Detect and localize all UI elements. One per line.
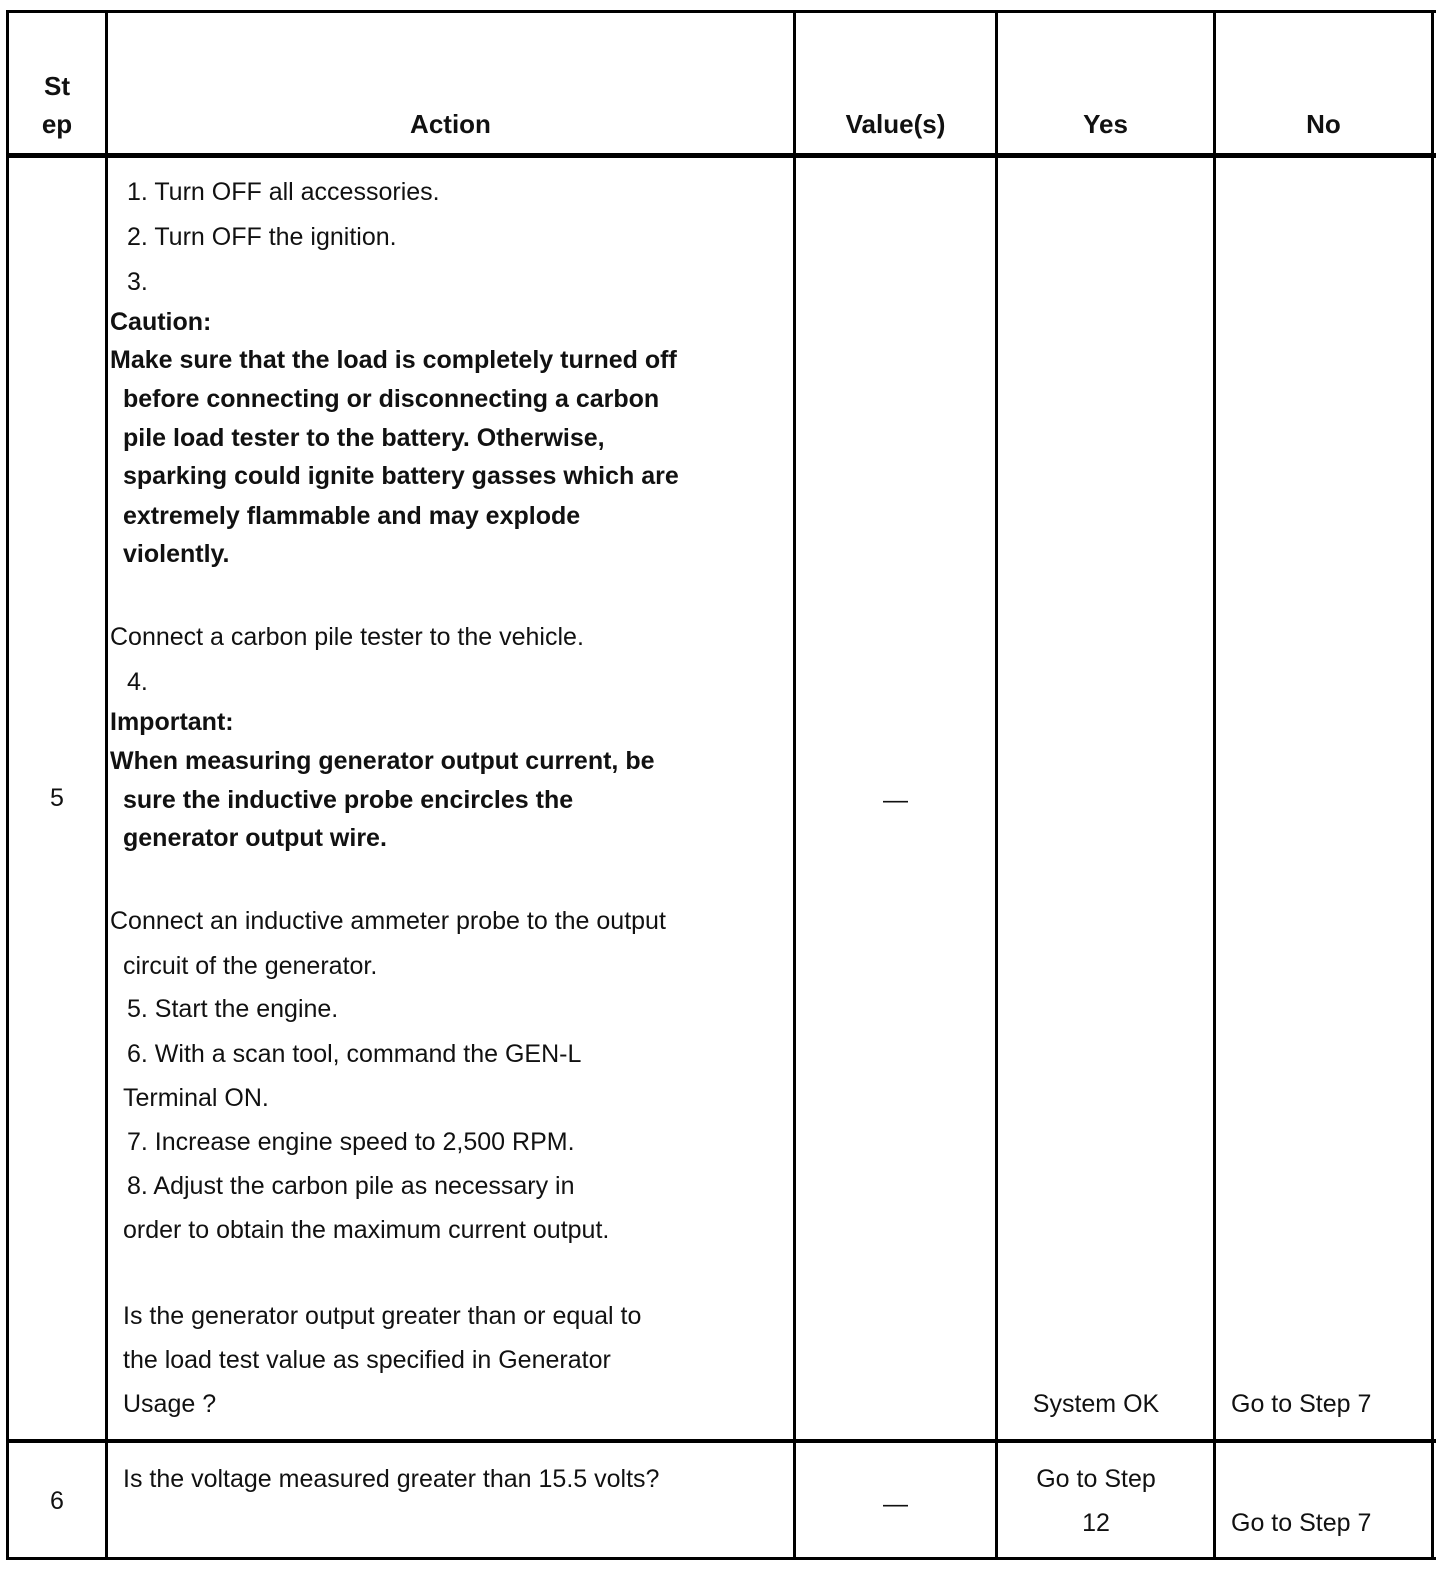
right-border [1431,10,1434,1560]
yes-cell: System OK [1032,1390,1160,1418]
action-cell: Is the voltage measured greater than 15.5 volts? [123,1465,660,1493]
header-yes: Yes [1083,109,1128,139]
question-line: Is the generator output greater than or equal to [123,1302,642,1330]
action-line: 4. [127,668,148,696]
value-cell: — [883,1490,908,1518]
action-line: 6. With a scan tool, command the GEN-L [127,1040,582,1068]
header-step-line1: St [44,71,70,101]
header-divider [6,153,1436,158]
col-divider-step [105,10,108,1560]
yes-cell-line2: 12 [1082,1509,1110,1537]
header-values: Value(s) [845,109,946,139]
caution-text: extremely flammable and may explode [123,502,581,530]
action-line: circuit of the generator. [123,952,378,980]
action-line: 8. Adjust the carbon pile as necessary in [127,1172,575,1200]
caution-title: Caution: [110,308,212,336]
action-line: 7. Increase engine speed to 2,500 RPM. [127,1128,575,1156]
header-no: No [1306,109,1341,139]
no-cell: Go to Step 7 [1231,1509,1372,1537]
important-text: generator output wire. [123,824,387,852]
bottom-border [6,1557,1436,1560]
action-line: 2. Turn OFF the ignition. [127,223,397,251]
question-line: Usage ? [123,1390,217,1418]
action-line: Connect an inductive ammeter probe to the output [110,907,666,935]
header-action: Action [410,109,491,139]
row-divider [6,1439,1436,1443]
header-step-line2: ep [41,109,73,139]
action-line: 5. Start the engine. [127,995,339,1023]
caution-text: violently. [123,540,230,568]
caution-text: sparking could ignite battery gasses which are [123,462,679,490]
caution-text: before connecting or disconnecting a carbon [123,385,660,413]
yes-cell-line1: Go to Step [1036,1465,1156,1493]
important-title: Important: [110,708,234,736]
action-line: order to obtain the maximum current output. [123,1216,610,1244]
value-cell: — [883,786,908,814]
action-line: Connect a carbon pile tester to the vehicle. [110,623,584,651]
caution-text: Make sure that the load is completely turned off [110,346,677,374]
step-number: 5 [50,784,64,812]
col-divider-values [995,10,998,1560]
top-border [6,10,1436,13]
col-divider-yes [1213,10,1216,1560]
action-line: Terminal ON. [123,1084,269,1112]
action-line: 1. Turn OFF all accessories. [127,178,440,206]
caution-text: pile load tester to the battery. Otherwise, [123,424,605,452]
important-text: sure the inductive probe encircles the [123,786,574,814]
no-cell: Go to Step 7 [1231,1390,1372,1418]
question-line: the load test value as specified in Generator [123,1346,611,1374]
step-number: 6 [50,1487,64,1515]
action-line: 3. [127,268,148,296]
important-text: When measuring generator output current, be [110,747,655,775]
